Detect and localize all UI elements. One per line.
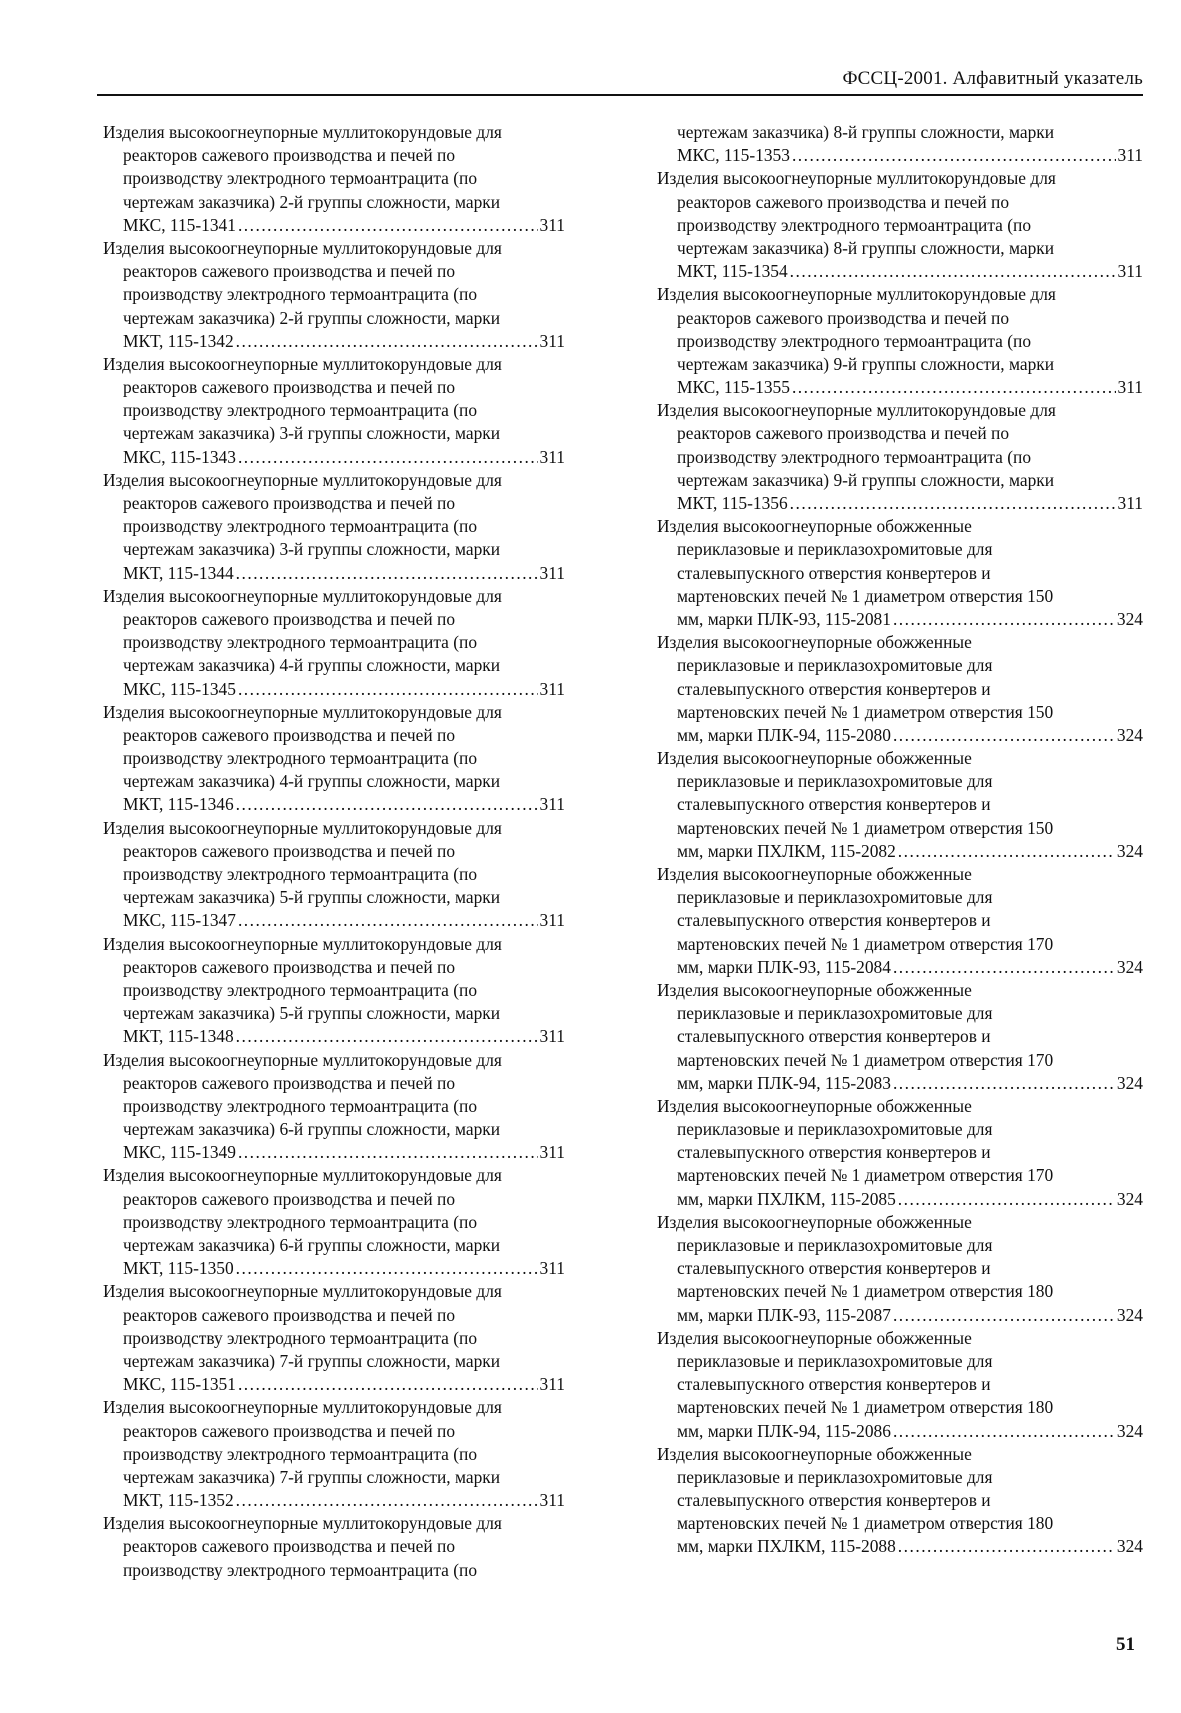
index-entry-text: мм, марки ПЛК-93, 115-2087 [677,1304,891,1325]
index-entry-page-ref: 311 [539,1374,565,1395]
index-entry-line: производству электродного термоантрацита (по [123,1559,478,1580]
index-entry-text: мм, марки ПЛК-93, 115-2081 [677,608,891,629]
index-entry-final-line [657,840,1143,863]
index-entry [103,237,565,353]
index-entry-page-ref: 324 [1116,956,1143,977]
index-entry-line: периклазовые и периклазохромитовые для [677,1235,993,1255]
index-entry-line: сталевыпускного отверстия конвертеров и [677,1374,991,1395]
index-entry [657,515,1143,631]
index-entry-text: мм, марки ПЛК-93, 115-2084 [677,956,891,977]
index-column-right [657,121,1143,1559]
index-entry-line: Изделия высокоогнеупорные обожженные [657,1095,972,1116]
index-entry-text: МКС, 115-1349 [123,1142,236,1163]
index-entry-final-line [657,1188,1143,1211]
index-entry-line: производству электродного термоантрацита (по [123,864,478,884]
index-entry-line: мартеновских печей № 1 диаметром отверстия 170 [677,933,1054,954]
index-entry-line: Изделия высокоогнеупорные муллитокорундовые для [103,1281,502,1302]
index-entry-text: мм, марки ПЛК-94, 115-2080 [677,724,891,745]
page-number: 51 [1116,1634,1135,1655]
index-entry-line: периклазовые и периклазохромитовые для [677,771,993,792]
index-entry-page-ref: 311 [539,1258,565,1279]
dot-leader [792,376,1116,399]
index-entry [657,631,1143,747]
index-entry-final-line [657,724,1143,747]
dot-leader [893,1304,1115,1327]
index-entry-final-line [657,1535,1143,1558]
index-entry-line: периклазовые и периклазохромитовые для [677,887,993,908]
index-entry [103,817,565,933]
index-entry-line: чертежам заказчика) 5-й группы сложности, марки [123,1003,501,1024]
index-entry-text: МКТ, 115-1356 [677,493,788,513]
index-entry-line: сталевыпускного отверстия конвертеров и [677,1490,991,1511]
dot-leader [898,840,1115,863]
index-entry-line: реакторов сажевого производства и печей по [123,1420,456,1441]
index-entry-line: реакторов сажевого производства и печей по [123,493,456,513]
index-entry-page-ref: 311 [539,910,565,931]
index-entry-line: производству электродного термоантрацита (по [123,168,478,189]
index-entry [103,469,565,585]
index-entry-line: Изделия высокоогнеупорные обожженные [657,1443,972,1464]
index-entry-line: Изделия высокоогнеупорные обожженные [657,632,972,653]
index-entry-line: производству электродного термоантрацита (по [123,632,478,653]
index-entry-line: производству электродного термоантрацита (по [123,1095,478,1116]
index-entry-page-ref: 324 [1116,1188,1143,1209]
index-entry-text: мм, марки ПЛК-94, 115-2083 [677,1072,891,1093]
index-entry-page-ref: 324 [1116,1536,1143,1557]
index-entry [103,701,565,817]
index-entry-final-line [657,1420,1143,1443]
dot-leader [792,144,1116,167]
index-entry-line: производству электродного термоантрацита (по [123,1327,478,1348]
running-header [97,64,1143,96]
index-column-left [103,121,565,1582]
index-entry-text: МКТ, 115-1352 [123,1490,234,1511]
index-entry-page-ref: 311 [1117,261,1143,282]
index-entry-text: МКС, 115-1351 [123,1374,236,1395]
index-entry-text: мм, марки ПХЛКМ, 115-2082 [677,840,896,861]
index-entry-line: Изделия высокоогнеупорные муллитокорундовые для [103,1049,502,1070]
index-entry-text: МКТ, 115-1348 [123,1026,234,1047]
index-entry-final-line [657,608,1143,631]
index-entry-line: Изделия высокоогнеупорные обожженные [657,1211,972,1232]
index-entry-line: производству электродного термоантрацита (по [123,516,478,537]
index-entry-line: чертежам заказчика) 8-й группы сложности, марки [677,237,1055,258]
index-entry-line: периклазовые и периклазохромитовые для [677,1350,993,1371]
dot-leader [238,446,538,469]
index-entry-line: реакторов сажевого производства и печей по [123,956,456,977]
dot-leader [236,1257,538,1280]
index-entry-line: периклазовые и периклазохромитовые для [677,1119,993,1140]
index-entry [657,1443,1143,1559]
index-entry-line: чертежам заказчика) 7-й группы сложности, марки [123,1466,501,1487]
index-entry-page-ref: 311 [1117,377,1143,398]
index-entry-page-ref: 324 [1116,1072,1143,1093]
index-entry-final-line [657,144,1143,167]
index-entry-text: МКС, 115-1345 [123,678,236,699]
index-entry [103,1280,565,1396]
index-entry [103,1512,565,1582]
index-entry-text: мм, марки ПХЛКМ, 115-2088 [677,1536,896,1557]
index-entry-final-line [103,1489,565,1512]
index-entry-line: Изделия высокоогнеупорные муллитокорундовые для [657,400,1056,421]
index-entry-line: Изделия высокоогнеупорные муллитокорундовые для [657,284,1056,305]
index-entry-line: реакторов сажевого производства и печей по [123,608,456,629]
index-entry-line: мартеновских печей № 1 диаметром отверстия 150 [677,817,1054,838]
index-entry [657,1327,1143,1443]
index-entry-line: производству электродного термоантрацита (по [123,748,478,769]
index-entry-line: Изделия высокоогнеупорные муллитокорундовые для [103,933,502,954]
index-entry-line: сталевыпускного отверстия конвертеров и [677,1026,991,1047]
dot-leader [238,214,538,237]
index-entry-line: чертежам заказчика) 6-й группы сложности, марки [123,1119,501,1140]
index-entry-final-line [103,793,565,816]
dot-leader [898,1188,1115,1211]
dot-leader [236,330,538,353]
index-entry-line: мартеновских печей № 1 диаметром отверстия 150 [677,585,1054,606]
index-entry [657,283,1143,399]
index-entry-final-line [657,1304,1143,1327]
index-entry-line: чертежам заказчика) 6-й группы сложности, марки [123,1235,501,1255]
dot-leader [790,492,1116,515]
index-entry-line: сталевыпускного отверстия конвертеров и [677,794,991,815]
index-entry-line: производству электродного термоантрацита (по [677,446,1032,467]
index-entry-line: реакторов сажевого производства и печей по [123,261,456,282]
index-entry-line: производству электродного термоантрацита (по [123,979,478,1000]
index-entry-line: мартеновских печей № 1 диаметром отверстия 170 [677,1165,1054,1186]
index-entry-line: Изделия высокоогнеупорные обожженные [657,516,972,537]
index-entry-final-line [103,562,565,585]
index-entry-page-ref: 324 [1116,1420,1143,1441]
index-entry-text: МКС, 115-1343 [123,446,236,467]
index-entry-line: чертежам заказчика) 2-й группы сложности, марки [123,191,501,212]
index-entry-line: чертежам заказчика) 4-й группы сложности, марки [123,655,501,676]
index-entry [657,979,1143,1095]
index-entry [103,353,565,469]
index-entry-final-line [103,678,565,701]
index-entry-line: сталевыпускного отверстия конвертеров и [677,910,991,931]
index-entry-line: производству электродного термоантрацита (по [123,1443,478,1464]
index-entry-line: чертежам заказчика) 2-й группы сложности, марки [123,307,501,328]
index-entry [657,747,1143,863]
index-entry-line: чертежам заказчика) 7-й группы сложности, марки [123,1350,501,1371]
index-entry [657,399,1143,515]
index-entry-final-line [103,909,565,932]
index-entry-line: Изделия высокоогнеупорные муллитокорундовые для [103,585,502,606]
index-entry-line: мартеновских печей № 1 диаметром отверстия 170 [677,1049,1054,1070]
index-entry-page-ref: 324 [1116,1304,1143,1325]
index-entry-line: мартеновских печей № 1 диаметром отверстия 180 [677,1513,1054,1534]
index-entry-line: производству электродного термоантрацита (по [123,1211,478,1232]
index-entry-line: мартеновских печей № 1 диаметром отверстия 180 [677,1397,1054,1418]
index-entry-line: реакторов сажевого производства и печей по [123,1304,456,1325]
index-entry-line: мартеновских печей № 1 диаметром отверстия 180 [677,1281,1054,1302]
index-entry-line: чертежам заказчика) 3-й группы сложности, марки [123,423,501,444]
index-entry-line: Изделия высокоогнеупорные муллитокорундовые для [103,353,502,374]
index-entry-line: периклазовые и периклазохромитовые для [677,1466,993,1487]
index-entry-text: МКТ, 115-1344 [123,562,234,583]
index-entry-line: производству электродного термоантрацита (по [677,330,1032,351]
index-entry-final-line [103,214,565,237]
index-entry-line: сталевыпускного отверстия конвертеров и [677,1258,991,1279]
index-entry-text: МКС, 115-1353 [677,145,790,166]
dot-leader [893,608,1115,631]
index-entry-line: сталевыпускного отверстия конвертеров и [677,1142,991,1163]
index-entry [103,585,565,701]
index-entry-page-ref: 311 [539,446,565,467]
index-entry-line: производству электродного термоантрацита (по [123,284,478,305]
dot-leader [236,562,538,585]
dot-leader [236,1025,538,1048]
header-title: ФССЦ-2001. Алфавитный указатель [842,68,1143,89]
index-entry-line: реакторов сажевого производства и печей по [123,840,456,861]
index-entry-line: периклазовые и периклазохромитовые для [677,1003,993,1024]
index-entry-text: МКТ, 115-1354 [677,261,788,282]
index-entry-line: периклазовые и периклазохромитовые для [677,655,993,676]
index-entry-page-ref: 311 [1117,493,1143,513]
index-entry-page-ref: 311 [539,1142,565,1163]
index-entry [103,1049,565,1165]
index-entry-line: реакторов сажевого производства и печей по [123,377,456,398]
index-entry [103,121,565,237]
index-entry-line: Изделия высокоогнеупорные муллитокорундовые для [103,122,502,142]
index-entry [657,167,1143,283]
index-entry [657,1095,1143,1211]
dot-leader [238,678,538,701]
index-entry-page-ref: 324 [1116,608,1143,629]
dot-leader [893,956,1115,979]
index-entry-line: чертежам заказчика) 9-й группы сложности, марки [677,469,1055,490]
dot-leader [238,1141,538,1164]
index-entry-line: чертежам заказчика) 5-й группы сложности, марки [123,887,501,908]
index-entry-text: МКТ, 115-1350 [123,1258,234,1279]
index-entry [657,863,1143,979]
index-entry-line: Изделия высокоогнеупорные муллитокорундовые для [103,1513,502,1534]
index-entry-line: реакторов сажевого производства и печей по [677,307,1010,328]
index-entry-line: реакторов сажевого производства и печей по [123,145,456,166]
dot-leader [238,909,538,932]
index-entry-page-ref: 324 [1116,840,1143,861]
index-entry-line: сталевыпускного отверстия конвертеров и [677,678,991,699]
index-entry-line: производству электродного термоантрацита (по [123,400,478,421]
index-entry-text: МКС, 115-1355 [677,377,790,398]
dot-leader [893,724,1115,747]
dot-leader [898,1535,1115,1558]
index-entry-final-line [657,492,1143,515]
index-entry-final-line [103,446,565,469]
index-entry-text: МКТ, 115-1342 [123,330,234,351]
index-entry-line: реакторов сажевого производства и печей по [677,191,1010,212]
index-entry-page-ref: 311 [539,794,565,815]
index-entry-line: чертежам заказчика) 8-й группы сложности, марки [677,122,1055,142]
index-entry-page-ref: 311 [539,562,565,583]
index-entry-line: чертежам заказчика) 4-й группы сложности, марки [123,771,501,792]
index-entry-page-ref: 311 [539,678,565,699]
index-entry-line: чертежам заказчика) 9-й группы сложности, марки [677,353,1055,374]
index-entry-final-line [657,260,1143,283]
index-entry-final-line [657,376,1143,399]
index-entry-final-line [103,1025,565,1048]
index-entry-line: Изделия высокоогнеупорные муллитокорундовые для [657,168,1056,189]
index-entry-line: реакторов сажевого производства и печей по [123,1072,456,1093]
dot-leader [236,793,538,816]
index-entry-line: периклазовые и периклазохромитовые для [677,539,993,560]
dot-leader [238,1373,538,1396]
index-entry-page-ref: 311 [539,1490,565,1511]
dot-leader [893,1420,1115,1443]
index-entry-line: реакторов сажевого производства и печей по [123,1536,456,1557]
index-entry [103,1164,565,1280]
index-entry-line: сталевыпускного отверстия конвертеров и [677,562,991,583]
index-entry-text: мм, марки ПЛК-94, 115-2086 [677,1420,891,1441]
index-entry-line: Изделия высокоогнеупорные обожженные [657,979,972,1000]
index-entry-final-line [103,1141,565,1164]
index-entry [103,933,565,1049]
index-entry-final-line [103,1373,565,1396]
index-entry-final-line [103,1257,565,1280]
index-entry-page-ref: 324 [1116,724,1143,745]
index-entry-text: МКТ, 115-1346 [123,794,234,815]
index-entry-final-line [657,956,1143,979]
index-entry-page-ref: 311 [539,1026,565,1047]
index-entry [103,1396,565,1512]
index-entry-line: Изделия высокоогнеупорные муллитокорундовые для [103,1397,502,1418]
dot-leader [236,1489,538,1512]
index-entry-page-ref: 311 [539,330,565,351]
index-entry-line: реакторов сажевого производства и печей по [123,1188,456,1209]
index-entry-line: Изделия высокоогнеупорные обожженные [657,864,972,884]
index-entry-line: Изделия высокоогнеупорные муллитокорундовые для [103,469,502,490]
index-entry-line: Изделия высокоогнеупорные муллитокорундовые для [103,701,502,722]
index-entry-line: производству электродного термоантрацита (по [677,214,1032,235]
index-entry-line: Изделия высокоогнеупорные обожженные [657,1327,972,1348]
index-entry-line: Изделия высокоогнеупорные муллитокорундовые для [103,817,502,838]
index-entry-final-line [103,330,565,353]
index-entry-text: мм, марки ПХЛКМ, 115-2085 [677,1188,896,1209]
index-entry-line: реакторов сажевого производства и печей по [123,724,456,745]
index-entry-text: МКС, 115-1341 [123,214,236,235]
index-entry-line: мартеновских печей № 1 диаметром отверстия 150 [677,701,1054,722]
index-entry-text: МКС, 115-1347 [123,910,236,931]
dot-leader [790,260,1116,283]
index-entry-page-ref: 311 [1117,145,1143,166]
index-entry-page-ref: 311 [539,214,565,235]
index-entry-line: чертежам заказчика) 3-й группы сложности, марки [123,539,501,560]
index-entry [657,1211,1143,1327]
index-entry-line: Изделия высокоогнеупорные муллитокорундовые для [103,237,502,258]
index-entry-line: реакторов сажевого производства и печей по [677,423,1010,444]
index-entry-line: Изделия высокоогнеупорные муллитокорундовые для [103,1165,502,1186]
dot-leader [893,1072,1115,1095]
index-entry [657,121,1143,167]
index-entry-final-line [657,1072,1143,1095]
index-entry-line: Изделия высокоогнеупорные обожженные [657,748,972,769]
